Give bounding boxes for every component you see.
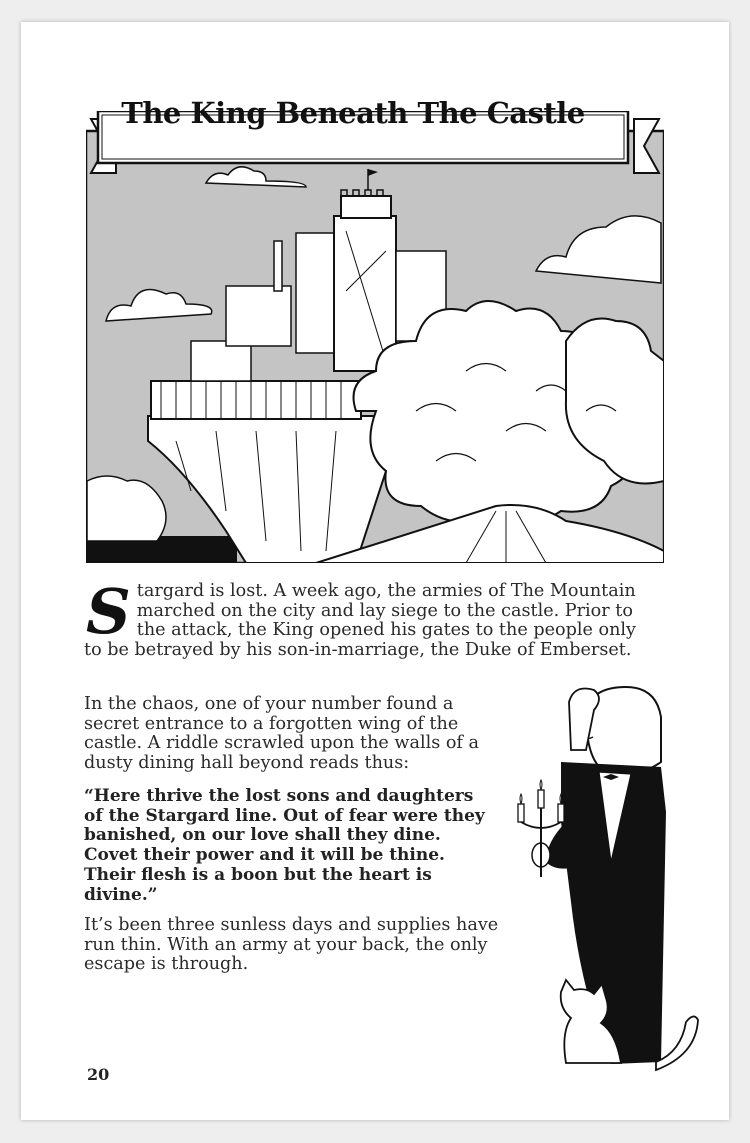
intro-paragraph [84,575,652,660]
drop-cap: S [86,575,131,648]
intro-paragraph-text: targard is lost. A week ago, the armies of The Mountain marched on the city and lay siege to the castle. Prior to the attack, the King opened his gates to the people only to be betrayed by his son-in-marriage, the Duke of Emberset. [84,581,636,660]
castle-illustration [86,111,664,563]
page-title: The King Beneath The Castle [121,96,585,130]
closing-paragraph: It’s been three sunless days and supplies have run thin. With an army at your back, the only escape is through. [84,915,499,974]
page-number: 20 [87,1065,110,1084]
book-page [21,22,729,1120]
chaos-paragraph: In the chaos, one of your number found a secret entrance to a forgotten wing of the castle. A riddle scrawled upon the walls of a dusty dining hall beyond reads thus: [84,694,480,773]
butler-illustration [491,672,711,1072]
riddle-quote: “Here thrive the lost sons and daughters of the Stargard line. Out of fear were they banished, on our love shall they dine. Covet their power and it will be thine. Their flesh is a boon but the heart is divine.” [84,786,485,905]
